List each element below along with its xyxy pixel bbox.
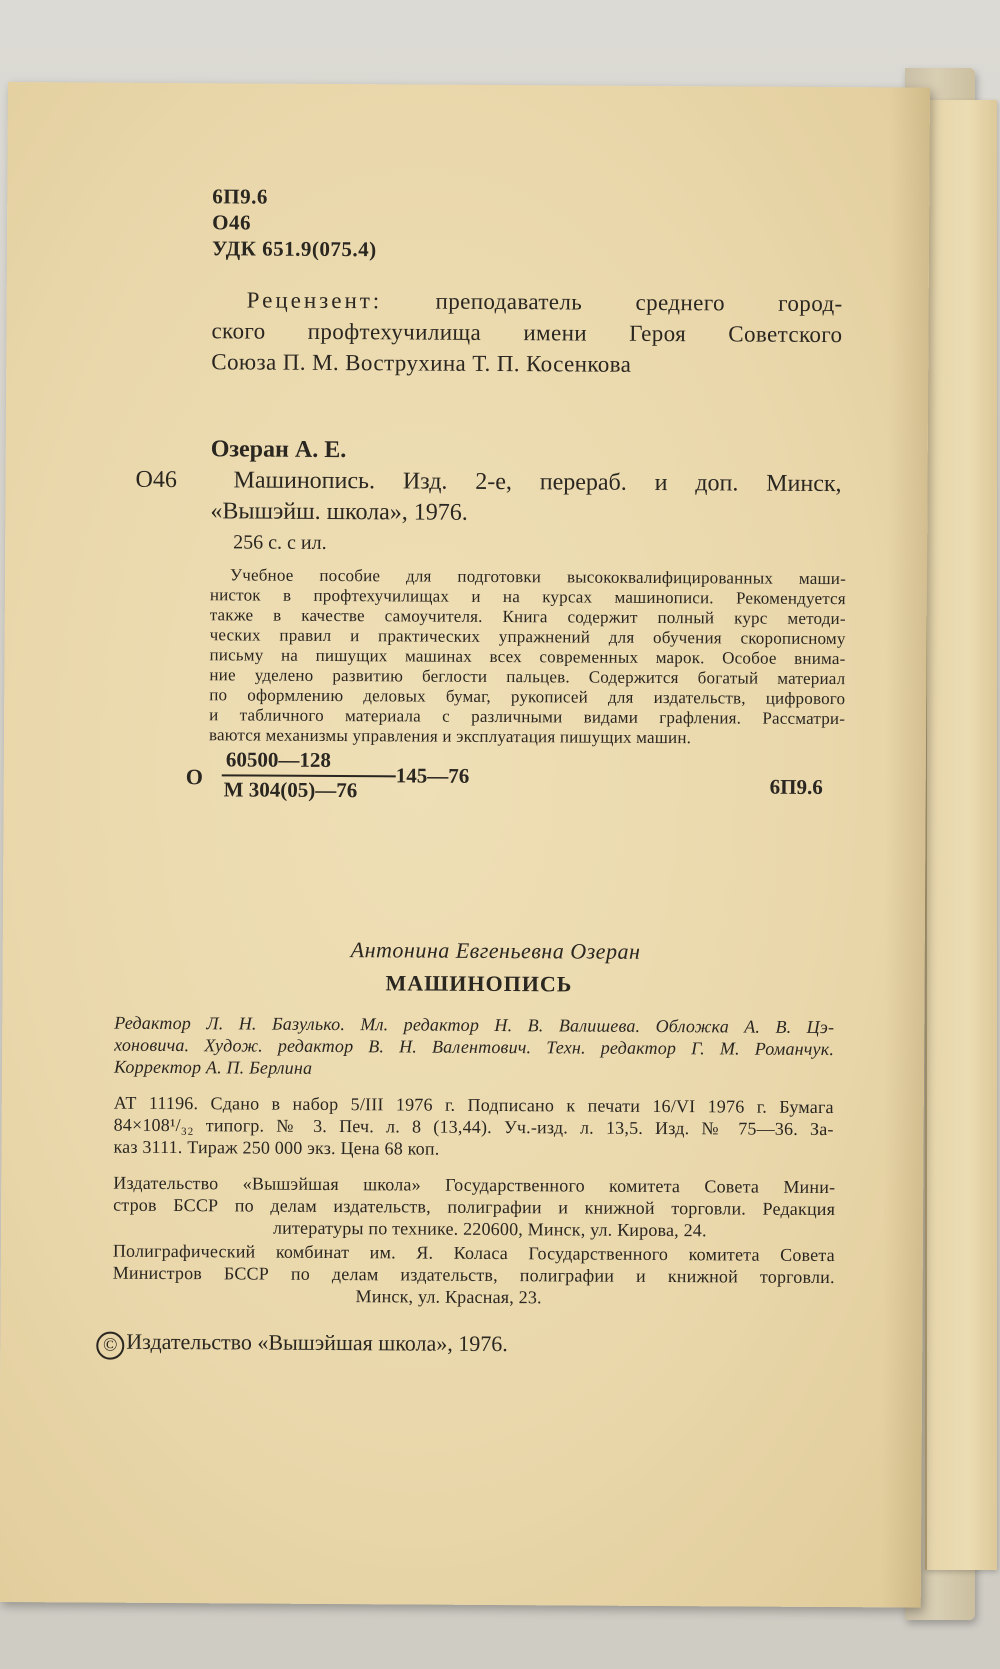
bib-publisher-line: «Вышэйш. школа», 1976.	[210, 498, 468, 526]
editors-line: Корректор А. П. Берлина	[113, 1056, 313, 1078]
publisher-line: литературы по технике. 220600, Минск, ул. Кирова, 24.	[272, 1217, 707, 1241]
author-sign-code: О46	[212, 210, 252, 235]
book-title: МАШИНОПИСЬ	[385, 970, 573, 997]
udk-code: УДК 651.9(075.4)	[211, 236, 377, 262]
bib-title-line: Машинопись. Изд. 2-е, перераб. и доп. Минск,	[233, 467, 842, 498]
reviewer-line-3: Союза П. М. Вострухина Т. П. Косенкова	[211, 349, 632, 377]
annotation-line: ваются механизмы управления и эксплуатация пишущих машин.	[208, 725, 692, 748]
copyright-line	[96, 1329, 508, 1363]
annotation-line: ние уделено развитию беглости пальцев. Содержится богатый материал	[209, 665, 846, 689]
author-full-name: Антонина Евгеньевна Озеран	[350, 937, 641, 964]
author-heading: Озеран А. Е.	[210, 436, 347, 464]
print-data-line: АТ 11196. Сдано в набор 5/III 1976 г. Подписано к печати 16/VI 1976 г. Бумага	[113, 1092, 834, 1118]
reviewer-label: Рецензент:	[246, 287, 383, 314]
reviewer-line-1	[247, 287, 843, 317]
printer-address: Минск, ул. Красная, 23.	[355, 1286, 542, 1308]
formula-denominator: М 304(05)—76	[223, 777, 358, 803]
print-data-line: каз 3111. Тираж 250 000 экз. Цена 68 коп.	[113, 1136, 440, 1159]
copyright-text: Издательство «Вышэйшая школа», 1976.	[126, 1328, 508, 1357]
annotation-line: по оформлению деловых бумаг, рукописей для издательств, цифрового	[209, 685, 846, 709]
annotation-line: нисток в профтехучилищах и на курсах машинописи. Рекомендуется	[209, 585, 846, 609]
reviewer-line-2: ского профтехучилища имени Героя Советского	[211, 318, 843, 348]
publisher-line: стров БССР по делам издательств, полиграфии и книжной торговли. Редакция	[113, 1194, 836, 1220]
catalog-mark: О46	[135, 466, 177, 494]
formula-right-code: 6П9.6	[769, 774, 823, 799]
annotation-line: Учебное пособие для подготовки высококвалифицированных маши-	[229, 565, 847, 589]
bbk-code: 6П9.6	[212, 184, 268, 209]
formula-letter: О	[185, 764, 203, 790]
printer-line: Полиграфический комбинат им. Я. Коласа Государственного комитета Совета	[112, 1240, 835, 1266]
editors-line: Редактор Л. Н. Базулько. Мл. редактор Н. В. Валишева. Обложка А. В. Цэ-	[114, 1012, 835, 1038]
bib-pages: 256 с. с ил.	[233, 531, 327, 554]
printer-line: Министров БССР по делам издательств, полиграфии и книжной торговли.	[112, 1262, 835, 1288]
formula-suffix: 145—76	[395, 763, 470, 788]
print-data-line: 84×108¹/₃₂ типогр. № 3. Печ. л. 8 (13,44). Уч.-изд. л. 13,5. Изд. № 75—36. За-	[113, 1114, 834, 1140]
reviewer-line-1-text: преподаватель среднего город-	[435, 288, 843, 317]
formula-numerator: 60500—128	[225, 747, 331, 772]
annotation-line: ческих правил и практических упражнений для обучения скорописному	[209, 625, 846, 649]
facing-page-edge	[925, 100, 997, 1570]
annotation-line: и табличного материала с различными видами графления. Рассматри-	[209, 705, 846, 729]
copyright-icon: ©	[96, 1332, 124, 1360]
book-page	[0, 82, 930, 1608]
annotation-line: письму на пишущих машинах всех современных марок. Особое внима-	[209, 645, 846, 669]
editors-line: хоновича. Худож. редактор В. Н. Валентович. Техн. редактор Г. М. Романчук.	[114, 1034, 835, 1060]
publisher-line: Издательство «Вышэйшая школа» Государственного комитета Совета Мини-	[113, 1172, 836, 1198]
annotation-line: также в качестве самоучителя. Книга содержит полный курс методи-	[209, 605, 846, 629]
